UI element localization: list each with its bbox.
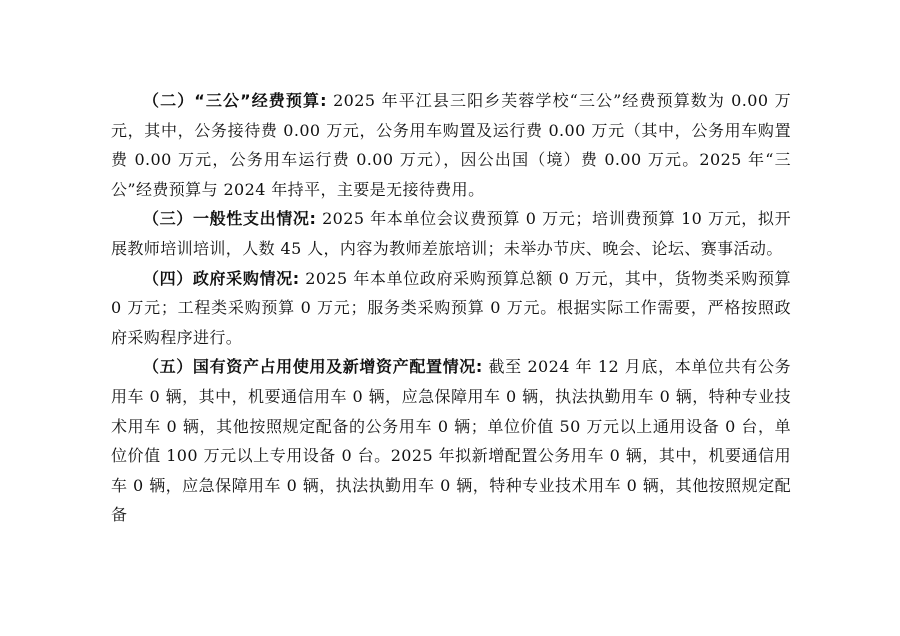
section-general-expenditure xyxy=(111,204,791,263)
section-heading: （四）政府采购情况: xyxy=(143,268,300,288)
section-heading: （三）一般性支出情况: xyxy=(143,209,317,229)
section-heading: （二）“三公”经费预算: xyxy=(143,91,327,110)
document-body xyxy=(111,86,791,530)
section-three-public-budget xyxy=(111,86,791,204)
section-heading: （五）国有资产占用使用及新增资产配置情况: xyxy=(143,357,483,377)
section-text: 2025 年平江县三阳乡芙蓉学校“三公”经费预算数为 0.00 万元，其中，公务接待费 0.00 万元，公务用车购置及运行费 0.00 万元（其中，公务用车购置费 0.00 万元，公务用车运行费 0.00 万元），因公出国（境）费 0.00 万元。2025 年“三公”经费预算与 2024 年持平，主要是无接待费用。 xyxy=(111,91,791,199)
section-text: 2025 年本单位会议费预算 0 万元；培训费预算 10 万元，拟开展教师培训培训，人数 45 人，内容为教师差旅培训；未举办节庆、晚会、论坛、赛事活动。 xyxy=(111,209,791,258)
section-government-procurement xyxy=(111,264,791,353)
section-text: 2025 年本单位政府采购预算总额 0 万元，其中，货物类采购预算 0 万元；工程类采购预算 0 万元；服务类采购预算 0 万元。根据实际工作需要，严格按照政府采购程序进行。 xyxy=(111,268,791,347)
section-state-assets xyxy=(111,352,791,530)
section-text: 截至 2024 年 12 月底，本单位共有公务用车 0 辆，其中，机要通信用车 0 辆，应急保障用车 0 辆，执法执勤用车 0 辆，特种专业技术用车 0 辆，其他按照规定配备的公务用车 0 辆；单位价值 50 万元以上通用设备 0 台，单位价值 100 万元以上专用设备 0 台。2025 年拟新增配置公务用车 0 辆，其中，机要通信用车 0 辆，应急保障用车 0 辆，执法执勤用车 0 辆，特种专业技术用车 0 辆，其他按照规定配备 xyxy=(111,357,791,525)
